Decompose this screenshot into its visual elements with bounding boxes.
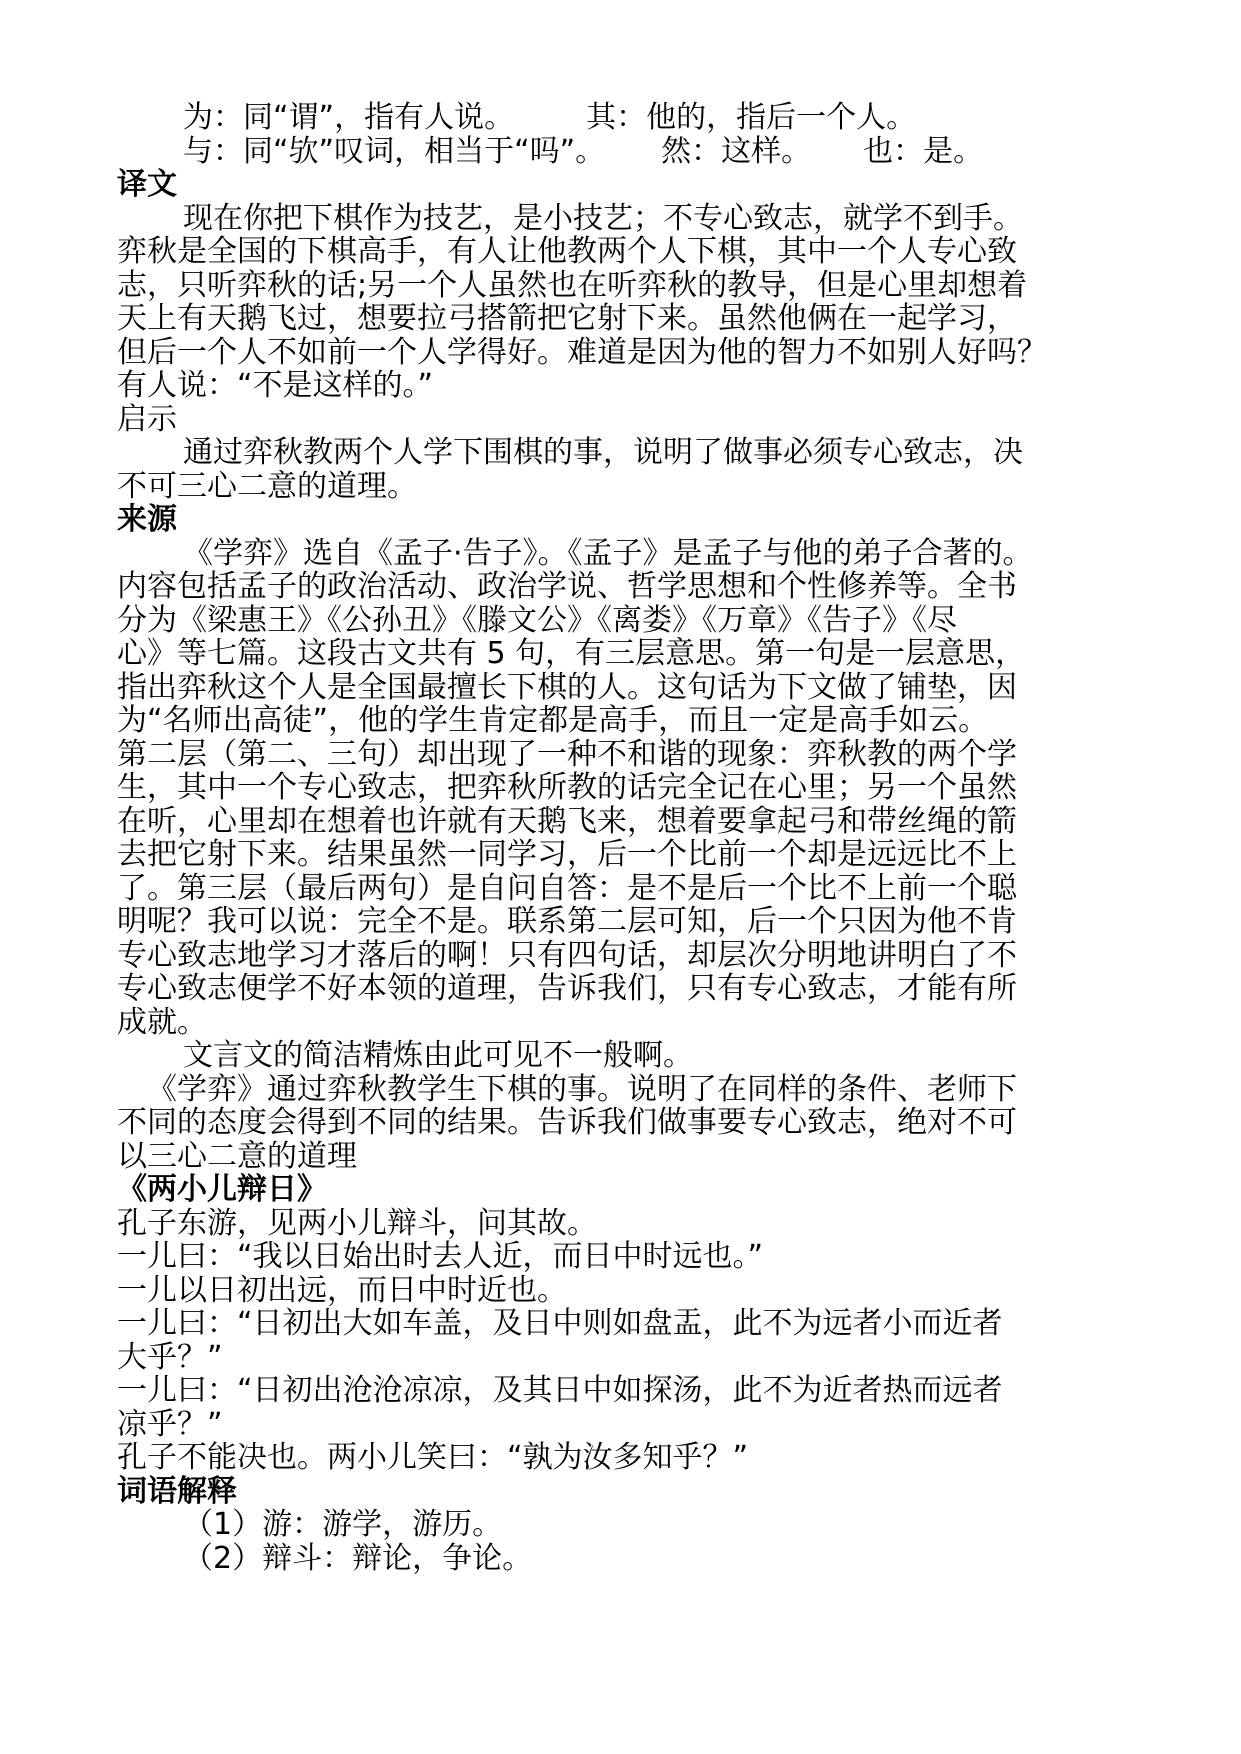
note-line-2 [117,135,1137,169]
translation-line: 志，只听弈秋的话;另一个人虽然也在听弈秋的教导，但是心里却想着 [117,267,1028,303]
source-line: 生，其中一个专心致志，把弈秋所教的话完全记在心里；另一个虽然 [117,770,1017,805]
note-yu: 与：同“欤”叹词，相当于“吗”。 [183,133,606,169]
glossary-item: （1）游：游学，游历。 [183,1507,503,1542]
poem-line: 孔子不能决也。两小儿笑曰：“孰为汝多知乎？” [117,1440,749,1475]
document-body [117,101,1137,1575]
poem-line: 凉乎？” [117,1406,223,1442]
poem-line: 孔子东游，见两小儿辩斗，问其故。 [117,1205,597,1241]
translation-heading: 译文 [117,167,177,202]
glossary-heading: 词语解释 [117,1473,237,1509]
source-line: 心》等七篇。这段古文共有 5 句，有三层意思。第一句是一层意思， [117,636,1026,671]
note-wei: 为：同“谓”，指有人说。 [183,100,515,135]
note-ran: 然：这样。 [661,133,812,169]
source-line: 去把它射下来。结果虽然一同学习，后一个比前一个却是远远比不上 [117,837,1017,872]
source-line: 专心致志便学不好本领的道理，告诉我们，只有专心致志，才能有所 [117,971,1017,1006]
note-line-1 [117,101,1137,135]
source-line: 为“名师出高徒”，他的学生肯定都是高手，而且一定是高手如云。 [117,703,989,738]
glossary-item: （2）辩斗：辩论，争论。 [183,1540,533,1576]
poem-line: 一儿曰：“我以日始出时去人近，而日中时远也。” [117,1239,764,1274]
source-line: 在听，心里却在想着也许就有天鹅飞来，想着要拿起弓和带丝绳的箭 [117,803,1017,839]
summary-line: 以三心二意的道理 [117,1138,357,1174]
source-note-line: 文言文的简洁精炼由此可见不一般啊。 [183,1038,693,1073]
translation-line: 现在你把下棋作为技艺，是小技艺；不专心致志，就学不到手。 [183,200,1023,236]
source-line: 第二层（第二、三句）却出现了一种不和谐的现象：弈秋教的两个学 [117,736,1017,772]
summary-line: 不同的态度会得到不同的结果。告诉我们做事要专心致志，绝对不可 [117,1105,1017,1140]
translation-line: 天上有天鹅飞过，想要拉弓搭箭把它射下来。虽然他俩在一起学习， [117,301,1017,336]
poem-line: 大乎？” [117,1339,223,1375]
note-qi: 其：他的，指后一个人。 [586,100,917,135]
source-heading: 来源 [117,502,177,537]
source-line: 专心致志地学习才落后的啊！只有四句话，却层次分明地讲明白了不 [117,937,1017,973]
source-line: 指出弈秋这个人是全国最擅长下棋的人。这句话为下文做了铺垫，因 [117,669,1017,705]
source-line: 了。第三层（最后两句）是自问自答：是不是后一个比不上前一个聪 [117,870,1017,906]
insight-heading: 启示 [117,401,177,437]
source-line: 内容包括孟子的政治活动、政治学说、哲学思想和个性修养等。全书 [117,569,1017,604]
source-line: 明呢？我可以说：完全不是。联系第二层可知，后一个只因为他不肯 [117,904,1017,939]
poem-title: 《两小儿辩日》 [117,1172,327,1207]
note-ye: 也：是。 [863,133,984,169]
poem-line: 一儿曰：“日初出沧沧凉凉，及其日中如探汤，此不为近者热而远者 [117,1373,1003,1408]
insight-line: 不可三心二意的道理。 [117,468,417,504]
source-line: 成就。 [117,1004,207,1040]
translation-line: 但后一个人不如前一个人学得好。难道是因为他的智力不如别人好吗？ [117,334,1047,370]
translation-line: 有人说：“不是这样的。” [117,368,434,403]
translation-line: 弈秋是全国的下棋高手，有人让他教两个人下棋，其中一个人专心致 [117,234,1017,269]
poem-line: 一儿以日初出远，而日中时近也。 [117,1272,567,1308]
summary-line: 《学弈》通过弈秋教学生下棋的事。说明了在同样的条件、老师下 [147,1071,1017,1107]
insight-line: 通过弈秋教两个人学下围棋的事，说明了做事必须专心致志，决 [183,435,1023,470]
source-line: 《学弈》选自《孟子·告子》。《孟子》是孟子与他的弟子合著的。 [183,535,1033,571]
source-line: 分为《梁惠王》《公孙丑》《滕文公》《离娄》《万章》《告子》《尽 [117,602,957,638]
poem-line: 一儿曰：“日初出大如车盖，及日中则如盘盂，此不为远者小而近者 [117,1306,1003,1341]
